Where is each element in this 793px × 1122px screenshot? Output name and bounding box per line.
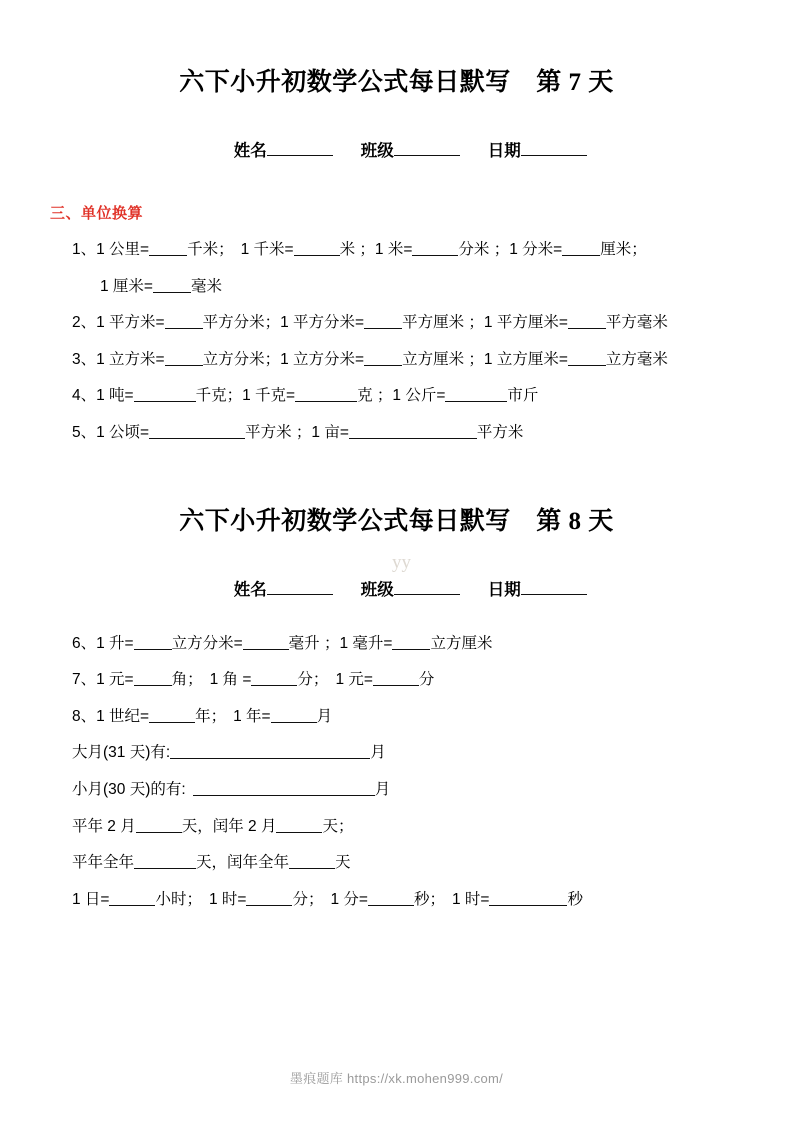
answer-blank[interactable] xyxy=(349,423,477,439)
question-7-part-1: 角； xyxy=(171,671,203,689)
answer-blank[interactable] xyxy=(136,817,182,833)
question-year-days xyxy=(72,853,745,873)
answer-blank[interactable] xyxy=(193,780,375,796)
question-5 xyxy=(72,423,745,443)
name-input-blank[interactable] xyxy=(267,155,333,156)
class-input-blank[interactable] xyxy=(394,594,460,595)
question-8-part-2: 1 年= xyxy=(233,707,271,725)
question-4-number: 4、 xyxy=(72,387,97,405)
question-3-number: 3、 xyxy=(72,350,97,368)
question-3-part-0: 1 立方米= xyxy=(96,350,165,368)
question-6-part-3: 1 毫升= xyxy=(339,634,393,652)
question-5-part-0: 1 公顷= xyxy=(96,423,150,441)
answer-blank[interactable] xyxy=(568,350,606,366)
time-part-2: 1 时= xyxy=(209,890,247,908)
question-1-part-2: 1 千米= xyxy=(240,241,294,258)
time-part-5: 秒； xyxy=(413,890,445,908)
year-common-label: 平年全年 xyxy=(72,854,135,872)
question-time-units xyxy=(72,890,745,910)
question-short-months xyxy=(72,780,745,800)
question-1 xyxy=(72,240,745,260)
year-common-unit: 天， xyxy=(196,854,228,872)
question-1-part-3: 米 ； xyxy=(339,241,375,258)
question-4-part-1: 千克； xyxy=(195,387,243,405)
question-5-part-1: 平方米 ； xyxy=(245,423,312,441)
answer-blank[interactable] xyxy=(445,386,507,402)
section-day7 xyxy=(48,0,745,443)
answer-blank[interactable] xyxy=(412,240,458,256)
date-input-blank[interactable] xyxy=(521,155,587,156)
question-4-part-2: 1 千克= xyxy=(242,387,296,405)
year-leap-unit: 天 xyxy=(335,854,351,872)
answer-blank[interactable] xyxy=(165,350,203,366)
page-title-day8: 六下小升初数学公式每日默写 第 8 天 xyxy=(179,507,614,535)
answer-blank[interactable] xyxy=(134,386,196,402)
question-6-number: 6、 xyxy=(72,634,97,652)
question-1-part-5: 分米 ； xyxy=(458,241,510,258)
question-8-part-0: 1 世纪= xyxy=(96,707,150,725)
question-2-part-4: 1 平方厘米= xyxy=(483,314,568,332)
answer-blank[interactable] xyxy=(568,313,606,329)
question-3-part-1: 立方分米； xyxy=(202,350,281,368)
question-4-part-3: 克 ； xyxy=(357,387,393,405)
question-1-part-0: 1 公里= xyxy=(96,241,150,258)
student-meta-line-day8 xyxy=(48,557,745,619)
question-2-part-1: 平方分米； xyxy=(202,314,281,332)
question-7-part-0: 1 元= xyxy=(96,671,134,689)
question-1-cont-label: 1 厘米= xyxy=(100,277,153,295)
question-5-part-3: 平方米 xyxy=(476,423,524,441)
question-8-number: 8、 xyxy=(72,707,97,725)
short-months-suffix: 月 xyxy=(374,780,391,798)
time-part-0: 1 日= xyxy=(72,890,110,908)
february-common-unit: 天， xyxy=(181,817,213,835)
question-3-part-2: 1 立方分米= xyxy=(280,350,365,368)
question-1-part-1: 千米； xyxy=(187,241,234,258)
question-7-number: 7、 xyxy=(72,671,97,689)
question-2-part-2: 1 平方分米= xyxy=(280,314,365,332)
long-months-label: 大月(31 天)有: xyxy=(72,744,171,762)
question-1-part-4: 1 米= xyxy=(374,241,413,258)
answer-blank[interactable] xyxy=(364,313,402,329)
question-6 xyxy=(72,634,745,654)
answer-blank[interactable] xyxy=(294,240,340,256)
class-label: 班级 xyxy=(360,142,394,160)
question-4-part-0: 1 吨= xyxy=(96,387,134,405)
answer-blank[interactable] xyxy=(373,670,419,686)
february-leap-label: 闰年 2 月 xyxy=(212,817,277,835)
date-label: 日期 xyxy=(487,580,521,599)
question-8-part-1: 年； xyxy=(195,707,227,725)
question-1-continuation xyxy=(100,277,745,297)
february-common-label: 平年 2 月 xyxy=(72,817,136,835)
faint-watermark: yy xyxy=(392,552,411,573)
question-7-part-5: 分 xyxy=(418,671,435,689)
question-4-part-4: 1 公斤= xyxy=(392,387,446,405)
question-5-part-2: 1 亩= xyxy=(311,423,349,441)
time-part-4: 1 分= xyxy=(330,890,368,908)
question-8-part-3: 月 xyxy=(316,707,333,725)
long-months-suffix: 月 xyxy=(370,744,386,762)
question-6-part-4: 立方厘米 xyxy=(430,634,493,652)
question-1-part-6: 1 分米= xyxy=(509,241,563,258)
student-meta-line-day7 xyxy=(48,118,745,180)
short-months-label: 小月(30 天)的有: xyxy=(72,780,186,798)
name-label: 姓名 xyxy=(233,142,267,160)
question-3-part-5: 立方毫米 xyxy=(605,350,668,368)
answer-blank[interactable] xyxy=(109,890,155,906)
question-2-part-0: 1 平方米= xyxy=(96,314,165,332)
question-7-part-2: 1 角 = xyxy=(209,671,252,689)
question-2 xyxy=(72,313,745,333)
answer-blank[interactable] xyxy=(246,890,292,906)
question-7-part-4: 1 元= xyxy=(335,671,373,689)
question-5-number: 5、 xyxy=(72,423,97,441)
question-february-days xyxy=(72,817,745,837)
name-input-blank[interactable] xyxy=(267,594,333,595)
question-7 xyxy=(72,670,745,690)
time-part-1: 小时； xyxy=(155,890,202,908)
page-title-day7: 六下小升初数学公式每日默写 第 7 天 xyxy=(179,69,614,96)
question-3 xyxy=(72,350,745,370)
question-4 xyxy=(72,386,745,406)
answer-blank[interactable] xyxy=(368,890,414,906)
answer-blank[interactable] xyxy=(271,707,317,723)
answer-blank[interactable] xyxy=(134,853,196,869)
question-6-part-2: 毫升 ； xyxy=(288,634,340,652)
answer-blank[interactable] xyxy=(562,240,600,256)
answer-blank[interactable] xyxy=(364,350,402,366)
answer-blank[interactable] xyxy=(134,634,172,650)
answer-blank[interactable] xyxy=(170,743,370,759)
answer-blank[interactable] xyxy=(149,707,195,723)
time-part-6: 1 时= xyxy=(452,890,490,908)
question-2-part-5: 平方毫米 xyxy=(605,314,668,332)
answer-blank[interactable] xyxy=(149,240,187,256)
date-label: 日期 xyxy=(487,142,521,160)
answer-blank[interactable] xyxy=(153,277,191,293)
class-input-blank[interactable] xyxy=(394,155,460,156)
answer-blank[interactable] xyxy=(165,313,203,329)
question-1-number: 1、 xyxy=(72,241,97,258)
section-header-unit-conversion: 三、单位换算 xyxy=(50,205,144,222)
answer-blank[interactable] xyxy=(243,634,289,650)
february-leap-unit: 天； xyxy=(322,817,354,835)
question-7-part-3: 分； xyxy=(297,671,329,689)
answer-blank[interactable] xyxy=(251,670,297,686)
question-1-cont-unit: 毫米 xyxy=(190,277,222,295)
footer-watermark: 墨痕题库 https://xk.mohen999.com/ xyxy=(289,1071,504,1086)
question-6-part-1: 立方分米= xyxy=(171,634,243,652)
time-part-7: 秒 xyxy=(567,890,583,908)
answer-blank[interactable] xyxy=(289,853,335,869)
time-part-3: 分； xyxy=(292,890,324,908)
question-2-number: 2、 xyxy=(72,314,97,332)
answer-blank[interactable] xyxy=(489,890,567,906)
question-8 xyxy=(72,707,745,727)
name-label: 姓名 xyxy=(233,580,267,599)
question-6-part-0: 1 升= xyxy=(96,634,134,652)
answer-blank[interactable] xyxy=(149,423,245,439)
answer-blank[interactable] xyxy=(276,817,322,833)
question-3-part-3: 立方厘米 ； xyxy=(402,350,484,368)
question-1-part-7: 厘米； xyxy=(600,241,647,258)
section-day8 xyxy=(48,443,745,910)
question-3-part-4: 1 立方厘米= xyxy=(483,350,568,368)
class-label: 班级 xyxy=(360,580,394,599)
answer-blank[interactable] xyxy=(392,634,430,650)
question-4-part-5: 市斤 xyxy=(507,387,539,405)
answer-blank[interactable] xyxy=(134,670,172,686)
question-long-months xyxy=(72,743,745,763)
year-leap-label: 闰年全年 xyxy=(227,854,290,872)
answer-blank[interactable] xyxy=(295,386,357,402)
question-2-part-3: 平方厘米 ； xyxy=(402,314,484,332)
date-input-blank[interactable] xyxy=(521,594,587,595)
